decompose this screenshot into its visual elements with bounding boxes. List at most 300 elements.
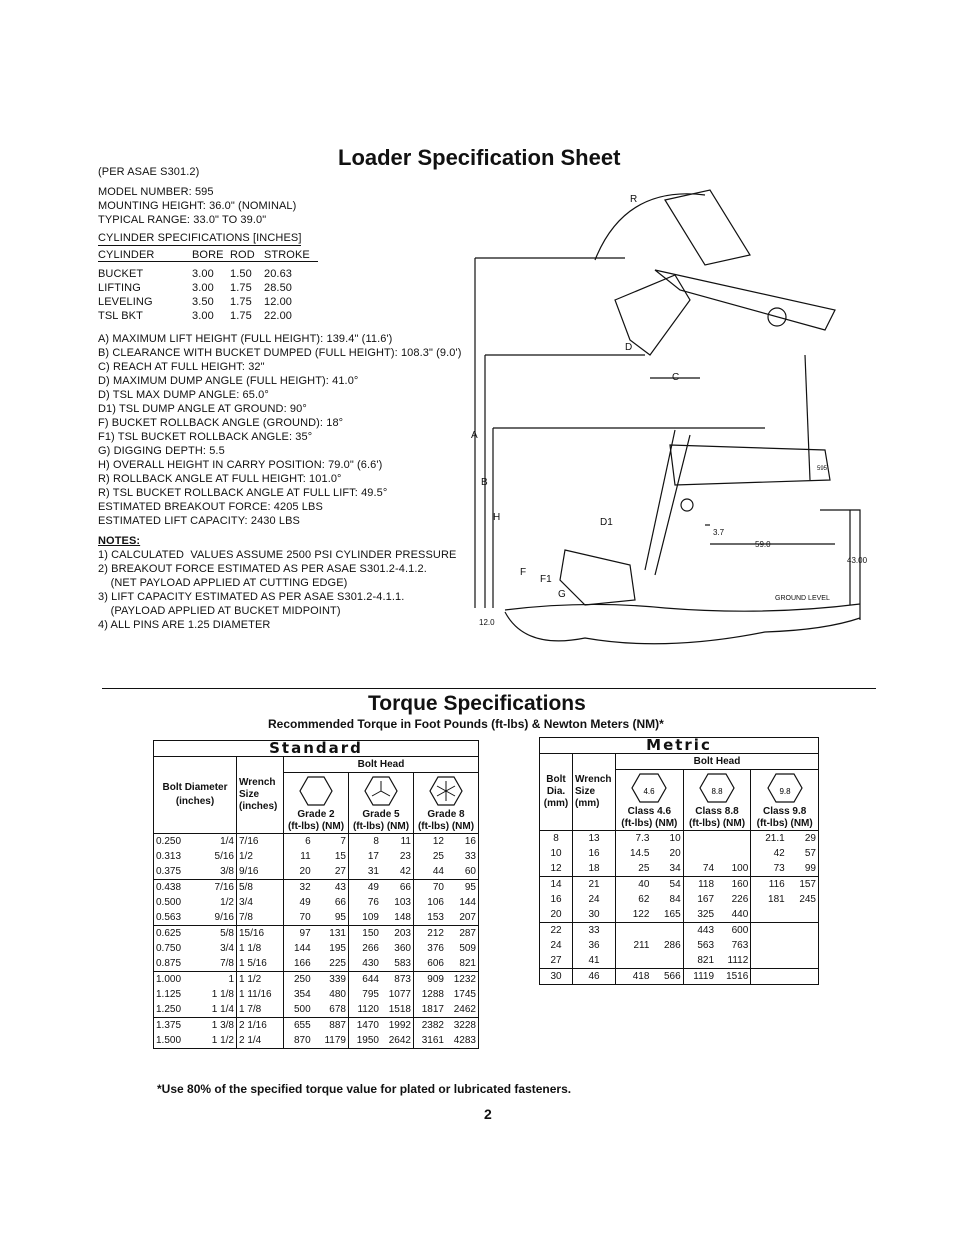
- torque-value-cell: 160: [716, 877, 751, 893]
- torque-value-cell: 430: [348, 956, 381, 972]
- cylinder-stroke: 22.00: [264, 310, 293, 322]
- torque-value-cell: 17: [348, 849, 381, 864]
- torque-value-cell: 20: [651, 846, 683, 861]
- label-g: G: [558, 589, 566, 600]
- torque-value-cell: 245: [787, 892, 819, 907]
- wrench-size-cell: 1 1/2: [237, 972, 284, 988]
- torque-value-cell: 109: [348, 910, 381, 926]
- torque-value-cell: 195: [313, 941, 349, 956]
- torque-value-cell: 25: [616, 861, 652, 877]
- cylinder-name: TSL BKT: [98, 310, 143, 322]
- bolt-dia-cell: 27: [540, 953, 573, 969]
- typical-range: TYPICAL RANGE: 33.0" TO 39.0": [98, 214, 267, 226]
- torque-value-cell: 6: [284, 834, 313, 850]
- ground-line: [505, 604, 860, 611]
- torque-value-cell: 287: [446, 926, 479, 942]
- torque-value-cell: [787, 953, 819, 969]
- bolt-dia-cell: 20: [540, 907, 573, 923]
- ground-bucket: [560, 550, 635, 605]
- metric-caption: Metric: [540, 738, 819, 754]
- col-bolt-diameter: Bolt Diameter (inches): [154, 757, 237, 834]
- torque-value-cell: 2642: [381, 1033, 414, 1049]
- table-row: [540, 953, 819, 969]
- torque-value-cell: 14.5: [616, 846, 652, 861]
- notes-heading: NOTES:: [98, 535, 141, 547]
- note-item: (NET PAYLOAD APPLIED AT CUTTING EDGE): [98, 577, 348, 589]
- torque-value-cell: 70: [284, 910, 313, 926]
- torque-value-cell: 12: [413, 834, 446, 850]
- table-row: [540, 877, 819, 893]
- spec-item: R) TSL BUCKET ROLLBACK ANGLE AT FULL LIFT: 49.5°: [98, 487, 388, 499]
- torque-value-cell: 153: [413, 910, 446, 926]
- bolt-dia-cell: 16: [540, 892, 573, 907]
- mount-post: [820, 510, 860, 620]
- torque-value-cell: 1817: [413, 1002, 446, 1018]
- label-b: B: [481, 477, 488, 488]
- grade-8-label: Grade 8 (ft-lbs) (NM): [413, 809, 478, 834]
- torque-value-cell: 583: [381, 956, 414, 972]
- torque-value-cell: 325: [683, 907, 716, 923]
- wrench-size-cell: 3/4: [237, 895, 284, 910]
- label-r: R: [630, 194, 638, 205]
- cylinder-name: LIFTING: [98, 282, 141, 294]
- bolt-dia-cell: 8: [540, 831, 573, 847]
- torque-value-cell: 181: [751, 892, 787, 907]
- torque-value-cell: 440: [716, 907, 751, 923]
- spec-item: F) BUCKET ROLLBACK ANGLE (GROUND): 18°: [98, 417, 344, 429]
- torque-value-cell: 203: [381, 926, 414, 942]
- torque-value-cell: 500: [284, 1002, 313, 1018]
- torque-value-cell: 44: [413, 864, 446, 880]
- table-row: [154, 864, 479, 880]
- torque-value-cell: 150: [348, 926, 381, 942]
- rollback-arc-r: [595, 194, 705, 260]
- torque-value-cell: [616, 923, 652, 939]
- wrench-size-cell: 1 7/8: [237, 1002, 284, 1018]
- table-row: [154, 880, 479, 896]
- torque-title: Torque Specifications: [368, 692, 586, 715]
- torque-value-cell: 49: [348, 880, 381, 896]
- torque-value-cell: 106: [413, 895, 446, 910]
- wrench-size-cell: 1 1/8: [237, 941, 284, 956]
- bolt-diameter-cell: 0.875 7/8: [154, 956, 237, 972]
- lift-cylinder-2: [655, 435, 690, 575]
- torque-value-cell: 207: [446, 910, 479, 926]
- torque-value-cell: 566: [651, 969, 683, 985]
- torque-value-cell: 600: [716, 923, 751, 939]
- spec-item: ESTIMATED BREAKOUT FORCE: 4205 LBS: [98, 501, 323, 513]
- torque-footnote: *Use 80% of the specified torque value for plated or lubricated fasteners.: [157, 1082, 572, 1096]
- wrench-size-cell: 24: [573, 892, 616, 907]
- cylinder-bore: 3.00: [192, 282, 214, 294]
- spec-item: G) DIGGING DEPTH: 5.5: [98, 445, 225, 457]
- label-d1: D1: [600, 517, 613, 528]
- wrench-size-cell: 2 1/16: [237, 1018, 284, 1034]
- torque-value-cell: 122: [616, 907, 652, 923]
- torque-value-cell: 131: [313, 926, 349, 942]
- torque-value-cell: 1112: [716, 953, 751, 969]
- wrench-size-cell: 2 1/4: [237, 1033, 284, 1049]
- cylinder-bore: 3.00: [192, 310, 214, 322]
- torque-value-cell: 27: [313, 864, 349, 880]
- table-row: [154, 926, 479, 942]
- grade-2-label: Grade 2 (ft-lbs) (NM): [284, 809, 349, 834]
- bolt-diameter-cell: 0.500 1/2: [154, 895, 237, 910]
- torque-value-cell: 32: [284, 880, 313, 896]
- ground-fill-outline: [505, 612, 860, 644]
- torque-value-cell: 644: [348, 972, 381, 988]
- grade-5-label: Grade 5 (ft-lbs) (NM): [348, 809, 413, 834]
- torque-value-cell: [751, 969, 787, 985]
- torque-value-cell: 16: [446, 834, 479, 850]
- torque-value-cell: 103: [381, 895, 414, 910]
- spec-item: C) REACH AT FULL HEIGHT: 32": [98, 361, 265, 373]
- bolt-diameter-cell: 1.000 1: [154, 972, 237, 988]
- wrench-size-cell: 1 11/16: [237, 987, 284, 1002]
- torque-value-cell: 7.3: [616, 831, 652, 847]
- note-item: 3) LIFT CAPACITY ESTIMATED AS PER ASAE S301.2-4.1.1.: [98, 591, 405, 603]
- torque-value-cell: 1470: [348, 1018, 381, 1034]
- svg-text:4.6: 4.6: [643, 787, 655, 796]
- torque-value-cell: [716, 846, 751, 861]
- note-item: (PAYLOAD APPLIED AT BUCKET MIDPOINT): [98, 605, 341, 617]
- torque-value-cell: 116: [751, 877, 787, 893]
- torque-value-cell: 8: [348, 834, 381, 850]
- torque-value-cell: 42: [751, 846, 787, 861]
- torque-value-cell: 821: [446, 956, 479, 972]
- torque-value-cell: 3228: [446, 1018, 479, 1034]
- torque-value-cell: 167: [683, 892, 716, 907]
- bolt-diameter-cell: 0.438 7/16: [154, 880, 237, 896]
- lift-cylinder: [645, 430, 675, 570]
- torque-value-cell: 97: [284, 926, 313, 942]
- label-f: F: [520, 567, 527, 578]
- metric-table-body: [540, 831, 819, 985]
- bolt-diameter-cell: 1.250 1 1/4: [154, 1002, 237, 1018]
- cylinder-rod: 1.75: [230, 282, 252, 294]
- table-row: [540, 969, 819, 985]
- metric-torque-table: [539, 737, 819, 985]
- col-cylinder: CYLINDER: [98, 249, 192, 262]
- bolt-dia-cell: 30: [540, 969, 573, 985]
- cylinder-stroke: 28.50: [264, 282, 293, 294]
- torque-value-cell: 655: [284, 1018, 313, 1034]
- table-row: [540, 938, 819, 953]
- wrench-size-cell: 9/16: [237, 864, 284, 880]
- table-row: [540, 831, 819, 847]
- torque-value-cell: 509: [446, 941, 479, 956]
- torque-value-cell: 10: [651, 831, 683, 847]
- torque-value-cell: 84: [651, 892, 683, 907]
- bolt-diameter-cell: 0.250 1/4: [154, 834, 237, 850]
- col-rod: ROD: [230, 249, 264, 262]
- cylinder-row: [98, 281, 318, 295]
- torque-value-cell: 1992: [381, 1018, 414, 1034]
- class-9-8-head-icon: [751, 770, 819, 807]
- torque-value-cell: 148: [381, 910, 414, 926]
- col-bolt-dia-mm: Bolt Dia. (mm): [540, 754, 573, 831]
- loader-spec-text: [98, 165, 461, 632]
- torque-value-cell: 376: [413, 941, 446, 956]
- torque-value-cell: 29: [787, 831, 819, 847]
- bolt-diameter-cell: 1.375 1 3/8: [154, 1018, 237, 1034]
- cylinder-table: [98, 249, 318, 323]
- torque-value-cell: 166: [284, 956, 313, 972]
- wrench-size-cell: 30: [573, 907, 616, 923]
- torque-value-cell: 33: [446, 849, 479, 864]
- metric-bolt-head-header: Bolt Head: [616, 754, 819, 770]
- col-wrench-size-mm: Wrench Size (mm): [573, 754, 616, 831]
- col-stroke: STROKE: [264, 249, 318, 262]
- table-row: [154, 849, 479, 864]
- spec-item: ESTIMATED LIFT CAPACITY: 2430 LBS: [98, 515, 300, 527]
- torque-value-cell: [751, 953, 787, 969]
- torque-value-cell: 360: [381, 941, 414, 956]
- table-row: [540, 923, 819, 939]
- torque-value-cell: [616, 953, 652, 969]
- mounting-height: MOUNTING HEIGHT: 36.0" (NOMINAL): [98, 200, 297, 212]
- bolt-diameter-cell: 0.313 5/16: [154, 849, 237, 864]
- torque-value-cell: 31: [348, 864, 381, 880]
- torque-value-cell: 21.1: [751, 831, 787, 847]
- spec-item: F1) TSL BUCKET ROLLBACK ANGLE: 35°: [98, 431, 313, 443]
- label-12: 12.0: [479, 618, 495, 627]
- torque-value-cell: 25: [413, 849, 446, 864]
- note-item: 4) ALL PINS ARE 1.25 DIAMETER: [98, 619, 271, 631]
- torque-value-cell: 100: [716, 861, 751, 877]
- torque-value-cell: 74: [683, 861, 716, 877]
- torque-value-cell: 1120: [348, 1002, 381, 1018]
- table-row: [154, 834, 479, 850]
- table-row: [540, 846, 819, 861]
- class-4-6-label: Class 4.6 (ft-lbs) (NM): [616, 806, 684, 831]
- wrench-size-cell: 21: [573, 877, 616, 893]
- torque-value-cell: [787, 938, 819, 953]
- carry-arm: [670, 445, 830, 485]
- torque-value-cell: 1077: [381, 987, 414, 1002]
- torque-value-cell: 212: [413, 926, 446, 942]
- torque-value-cell: 11: [284, 849, 313, 864]
- bolt-diameter-cell: 0.625 5/8: [154, 926, 237, 942]
- class-4-6-head-icon: [616, 770, 684, 807]
- torque-value-cell: 43: [313, 880, 349, 896]
- bolt-dia-cell: 24: [540, 938, 573, 953]
- wrench-size-cell: 1/2: [237, 849, 284, 864]
- cylinder-heading: CYLINDER SPECIFICATIONS [INCHES]: [98, 232, 302, 244]
- cylinder-row: [98, 309, 318, 323]
- bolt-diameter-cell: 0.750 3/4: [154, 941, 237, 956]
- bolt-diameter-cell: 1.500 1 1/2: [154, 1033, 237, 1049]
- table-row: [154, 987, 479, 1002]
- label-d: D: [625, 342, 633, 353]
- table-row: [540, 861, 819, 877]
- asae-reference: (PER ASAE S301.2): [98, 166, 200, 178]
- bolt-diameter-cell: 1.125 1 1/8: [154, 987, 237, 1002]
- label-59: 59.0: [755, 540, 771, 549]
- cylinder-bore: 3.00: [192, 268, 214, 280]
- wrench-size-cell: 7/8: [237, 910, 284, 926]
- spec-item: B) CLEARANCE WITH BUCKET DUMPED (FULL HEIGHT): 108.3" (9.0'): [98, 347, 462, 359]
- torque-value-cell: 66: [381, 880, 414, 896]
- label-43: 43.00: [847, 556, 868, 565]
- torque-value-cell: 870: [284, 1033, 313, 1049]
- bolt-dia-cell: 10: [540, 846, 573, 861]
- note-item: 2) BREAKOUT FORCE ESTIMATED AS PER ASAE S301.2-4.1.2.: [98, 563, 427, 575]
- spec-list: [98, 332, 461, 528]
- torque-value-cell: 15: [313, 849, 349, 864]
- torque-value-cell: 763: [716, 938, 751, 953]
- torque-value-cell: [787, 969, 819, 985]
- torque-value-cell: 873: [381, 972, 414, 988]
- col-wrench-size: Wrench Size (inches): [237, 757, 284, 834]
- label-f1: F1: [540, 574, 552, 585]
- spec-item: R) ROLLBACK ANGLE AT FULL HEIGHT: 101.0°: [98, 473, 342, 485]
- svg-text:8.8: 8.8: [711, 787, 723, 796]
- table-row: [154, 941, 479, 956]
- torque-value-cell: 42: [381, 864, 414, 880]
- torque-value-cell: [651, 923, 683, 939]
- bolt-head-header: Bolt Head: [284, 757, 479, 773]
- class-8-8-label: Class 8.8 (ft-lbs) (NM): [683, 806, 751, 831]
- loader-diagram: [465, 180, 875, 660]
- torque-value-cell: 95: [313, 910, 349, 926]
- cylinder-row: [98, 267, 318, 281]
- torque-value-cell: 443: [683, 923, 716, 939]
- wrench-size-cell: 16: [573, 846, 616, 861]
- torque-value-cell: 250: [284, 972, 313, 988]
- torque-value-cell: 2462: [446, 1002, 479, 1018]
- section-divider: [102, 688, 876, 689]
- table-row: [154, 910, 479, 926]
- standard-caption: Standard: [154, 741, 479, 757]
- wrench-size-cell: 13: [573, 831, 616, 847]
- torque-value-cell: 354: [284, 987, 313, 1002]
- torque-value-cell: 7: [313, 834, 349, 850]
- label-3-7: 3.7: [713, 528, 725, 537]
- wrench-size-cell: 46: [573, 969, 616, 985]
- wrench-size-cell: 5/8: [237, 880, 284, 896]
- col-bore: BORE: [192, 249, 230, 262]
- cylinder-stroke: 12.00: [264, 296, 293, 308]
- bolt-dia-cell: 14: [540, 877, 573, 893]
- spec-item: D1) TSL DUMP ANGLE AT GROUND: 90°: [98, 403, 307, 415]
- torque-value-cell: [651, 953, 683, 969]
- table-row: [154, 956, 479, 972]
- torque-value-cell: 95: [446, 880, 479, 896]
- cylinder-stroke: 20.63: [264, 268, 293, 280]
- torque-value-cell: 225: [313, 956, 349, 972]
- torque-value-cell: [683, 846, 716, 861]
- torque-value-cell: 49: [284, 895, 313, 910]
- grade-2-head-icon: [284, 773, 349, 810]
- torque-value-cell: 66: [313, 895, 349, 910]
- torque-value-cell: 821: [683, 953, 716, 969]
- wrench-size-cell: 36: [573, 938, 616, 953]
- grade-8-head-icon: [413, 773, 478, 810]
- torque-value-cell: 118: [683, 877, 716, 893]
- torque-value-cell: 1232: [446, 972, 479, 988]
- svg-text:9.8: 9.8: [779, 787, 791, 796]
- table-row: [154, 1002, 479, 1018]
- cylinder-name: LEVELING: [98, 296, 153, 308]
- wrench-size-cell: 15/16: [237, 926, 284, 942]
- torque-value-cell: [751, 923, 787, 939]
- torque-value-cell: 339: [313, 972, 349, 988]
- standard-torque-table: [153, 740, 479, 1049]
- torque-value-cell: 70: [413, 880, 446, 896]
- torque-value-cell: 266: [348, 941, 381, 956]
- torque-value-cell: 211: [616, 938, 652, 953]
- torque-value-cell: [787, 907, 819, 923]
- torque-value-cell: [751, 907, 787, 923]
- label-c: C: [672, 372, 680, 383]
- torque-value-cell: 795: [348, 987, 381, 1002]
- torque-value-cell: 76: [348, 895, 381, 910]
- label-h: H: [493, 512, 501, 523]
- torque-value-cell: [787, 923, 819, 939]
- torque-value-cell: 1516: [716, 969, 751, 985]
- wrench-size-cell: 7/16: [237, 834, 284, 850]
- torque-value-cell: 54: [651, 877, 683, 893]
- torque-value-cell: [683, 831, 716, 847]
- class-9-8-label: Class 9.8 (ft-lbs) (NM): [751, 806, 819, 831]
- dumped-bucket: [665, 190, 750, 265]
- torque-value-cell: 62: [616, 892, 652, 907]
- grade-5-head-icon: [348, 773, 413, 810]
- upright-post: [805, 355, 810, 480]
- note-item: 1) CALCULATED VALUES ASSUME 2500 PSI CYLINDER PRESSURE: [98, 549, 457, 561]
- cylinder-rod: 1.50: [230, 268, 252, 280]
- torque-value-cell: 2382: [413, 1018, 446, 1034]
- torque-value-cell: 909: [413, 972, 446, 988]
- cylinder-rod: 1.75: [230, 310, 252, 322]
- torque-value-cell: [751, 938, 787, 953]
- table-row: [154, 895, 479, 910]
- cylinder-bore: 3.50: [192, 296, 214, 308]
- wrench-size-cell: 1 5/16: [237, 956, 284, 972]
- torque-value-cell: 23: [381, 849, 414, 864]
- cylinder-rod: 1.75: [230, 296, 252, 308]
- model-number: MODEL NUMBER: 595: [98, 186, 214, 198]
- torque-value-cell: 60: [446, 864, 479, 880]
- spec-item: D) MAXIMUM DUMP ANGLE (FULL HEIGHT): 41.0°: [98, 375, 359, 387]
- bolt-diameter-cell: 0.563 9/16: [154, 910, 237, 926]
- torque-subtitle: Recommended Torque in Foot Pounds (ft-lbs) & Newton Meters (NM)*: [268, 717, 664, 731]
- torque-value-cell: 157: [787, 877, 819, 893]
- bolt-diameter-cell: 0.375 3/8: [154, 864, 237, 880]
- torque-value-cell: 3161: [413, 1033, 446, 1049]
- standard-table-body: [154, 834, 479, 1049]
- torque-value-cell: 1288: [413, 987, 446, 1002]
- cylinder-name: BUCKET: [98, 268, 144, 280]
- wrench-size-cell: 41: [573, 953, 616, 969]
- torque-value-cell: 11: [381, 834, 414, 850]
- table-row: [154, 972, 479, 988]
- cylinder-table-header: [98, 249, 318, 262]
- torque-value-cell: 480: [313, 987, 349, 1002]
- torque-value-cell: 418: [616, 969, 652, 985]
- torque-value-cell: 4283: [446, 1033, 479, 1049]
- torque-value-cell: 99: [787, 861, 819, 877]
- torque-value-cell: 144: [284, 941, 313, 956]
- label-ground-level: GROUND LEVEL: [775, 595, 830, 602]
- torque-value-cell: 34: [651, 861, 683, 877]
- torque-value-cell: 1119: [683, 969, 716, 985]
- torque-value-cell: 165: [651, 907, 683, 923]
- notes-list: [98, 548, 461, 632]
- torque-value-cell: 20: [284, 864, 313, 880]
- raised-arm: [655, 270, 835, 330]
